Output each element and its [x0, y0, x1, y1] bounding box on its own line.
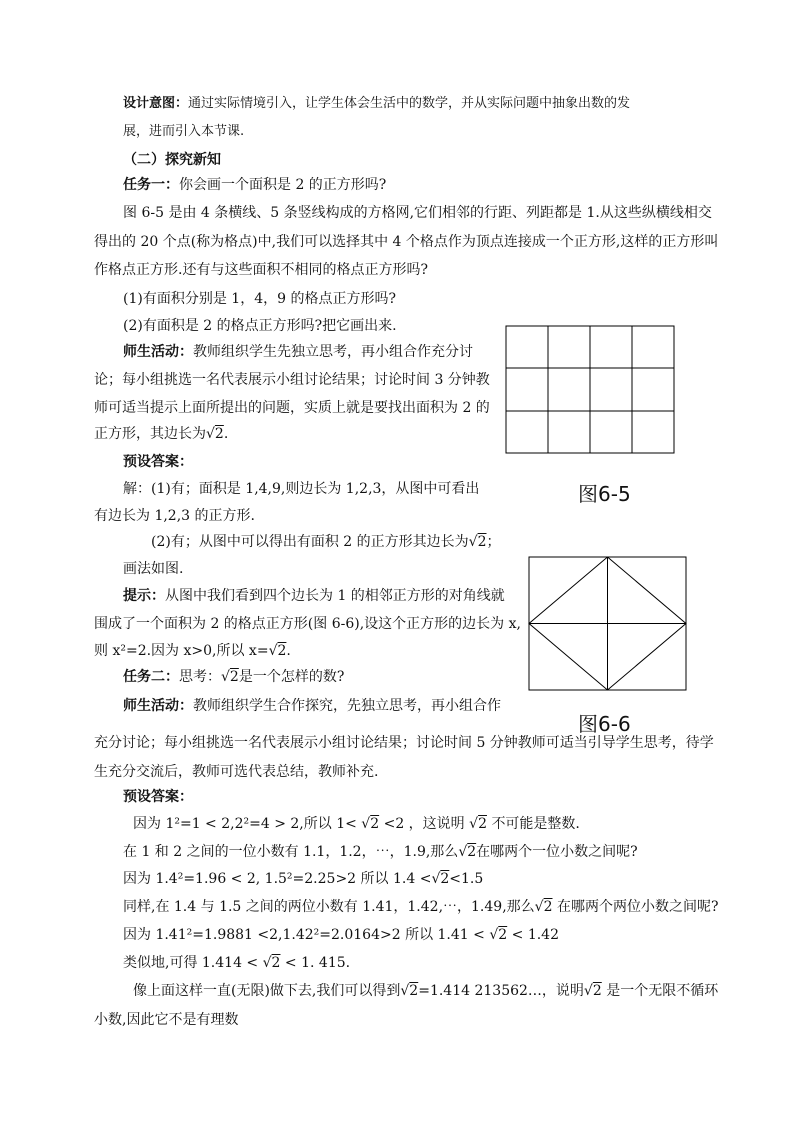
answer-row1-b: <2 ，这说明 — [383, 816, 465, 832]
sqrt-symbol: √ — [431, 871, 441, 887]
design-intent-line2: 展，进而引入本节课. — [123, 124, 245, 139]
design-intent-line1 — [123, 94, 630, 114]
teacher1-line2: 论；每小组挑选一名代表展示小组讨论结果；讨论时间 3 分钟教 — [94, 372, 490, 388]
teacher2-text1: 教师组织学生合作探究，先独立思考，再小组合作 — [193, 698, 501, 714]
answer-row1-a: 因为 1²=1 < 2,2²=4 > 2,所以 1< — [133, 816, 357, 832]
sqrt-radicand: 2 — [370, 816, 380, 832]
sqrt-symbol: √ — [268, 643, 278, 659]
solution-line3-end: ； — [486, 534, 501, 550]
answer-row2-b: 在哪两个一位小数之间呢? — [476, 844, 638, 860]
teacher1-end: . — [223, 426, 229, 442]
design-intent-label: 设计意图： — [123, 96, 189, 111]
hint-end: . — [286, 643, 291, 659]
answer-row4-a: 同样,在 1.4 与 1.5 之间的两位小数有 1.41，1.42,⋯，1.49,那么 — [123, 899, 535, 915]
answer-row5 — [123, 925, 559, 945]
sqrt-symbol: √ — [534, 899, 544, 915]
teacher2-line2: 充分讨论；每小组挑选一名代表展示小组讨论结果；讨论时间 5 分钟教师可适当引导学生思考，待学 — [94, 735, 714, 751]
answer-row7-b: =1.414 213562…，说明 — [418, 983, 584, 999]
sqrt-symbol: √ — [489, 927, 499, 943]
answer-row4-b: 在哪两个两位小数之间呢? — [556, 899, 719, 915]
sqrt-symbol: √ — [400, 983, 410, 999]
teacher2-label: 师生活动： — [123, 698, 193, 714]
teacher1-text1: 教师组织学生先独立思考，再小组合作充分讨 — [193, 344, 473, 360]
answer-row3-b: <1.5 — [449, 871, 484, 887]
task1-question: 你会画一个面积是 2 的正方形吗? — [179, 177, 387, 193]
figure-6-6-diamond — [528, 556, 688, 692]
sqrt-radicand: 2 — [592, 983, 602, 999]
answer-row3-a: 因为 1.4²=1.96 < 2, 1.5²=2.25>2 所以 1.4 < — [123, 871, 432, 887]
hint-line1 — [123, 586, 505, 606]
answer-row6-b: < 1. 415. — [284, 955, 351, 971]
answer-row6-a: 类似地,可得 1.414 < — [123, 955, 259, 971]
sqrt-symbol: √ — [206, 426, 215, 442]
hint-line3 — [94, 641, 291, 661]
sqrt-symbol: √ — [262, 955, 272, 971]
preset-answer-label-2: 预设答案： — [123, 789, 193, 805]
answer-row2-a: 在 1 和 2 之间的一位小数有 1.1，1.2，⋯，1.9,那么 — [123, 844, 459, 860]
sqrt-symbol: √ — [221, 669, 230, 685]
solution-line2: 有边长为 1,2,3 的正方形. — [94, 508, 255, 524]
task1-line — [123, 175, 386, 195]
task1-para-line3: 作格点正方形.还有与这些面积不相同的格点正方形吗? — [94, 262, 428, 278]
teacher1-label: 师生活动： — [123, 344, 193, 360]
task1-question1: (1)有面积分别是 1，4，9 的格点正方形吗? — [123, 291, 396, 307]
sqrt-radicand: 2 — [409, 983, 419, 999]
answer-row6 — [123, 953, 350, 973]
sqrt-symbol: √ — [458, 844, 468, 860]
answer-row4 — [123, 897, 718, 917]
hint-label: 提示： — [123, 588, 165, 604]
teacher2-line1 — [123, 696, 501, 716]
sqrt-radicand: 2 — [277, 643, 287, 659]
answer-row1-c: 不可能是整数. — [491, 816, 580, 832]
task1-para-line2: 得出的 20 个点(称为格点)中,我们可以选择其中 4 个格点作为顶点连接成一个正方形,这样的正方形叫 — [94, 234, 719, 250]
answer-row2 — [123, 842, 638, 862]
task2-think: 思考： — [179, 669, 221, 685]
sqrt-radicand: 2 — [543, 899, 553, 915]
hint-line2: 围成了一个面积为 2 的格点正方形(图 6-6),设这个正方形的边长为 x, — [94, 616, 521, 632]
teacher1-line4 — [94, 424, 228, 444]
answer-row7 — [133, 981, 718, 1001]
answer-row5-a: 因为 1.41²=1.9881 <2,1.42²=2.0164>2 所以 1.41 < — [123, 927, 485, 943]
answer-row1 — [133, 814, 580, 834]
sqrt-radicand: 2 — [229, 669, 239, 685]
hint-text1: 从图中我们看到四个边长为 1 的相邻正方形的对角线就 — [165, 588, 505, 604]
hint-text3: 则 x²=2.因为 x>0,所以 x= — [94, 643, 269, 659]
design-intent-text: 通过实际情境引入，让学生体会生活中的数学，并从实际问题中抽象出数的发 — [188, 96, 631, 111]
solution-line1: 解：(1)有；面积是 1,4,9,则边长为 1,2,3，从图中可看出 — [123, 481, 480, 497]
teacher2-line3: 生充分交流后，教师可选代表总结，教师补充. — [94, 764, 379, 780]
figure-6-6-caption: 图6-6 — [578, 712, 631, 736]
teacher1-line1 — [123, 342, 473, 362]
sqrt-radicand: 2 — [271, 955, 281, 971]
solution-line4: 画法如图. — [123, 561, 184, 577]
answer-row7-a: 像上面这样一直(无限)做下去,我们可以得到 — [133, 983, 401, 999]
sqrt-symbol: √ — [361, 816, 371, 832]
figure-6-5-grid — [505, 325, 675, 455]
task2-line — [123, 667, 344, 687]
sqrt-symbol: √ — [468, 534, 478, 550]
task2-label: 任务二： — [123, 669, 179, 685]
teacher1-line3: 师可适当提示上面所提出的问题，实质上就是要找出面积为 2 的 — [94, 400, 490, 416]
sqrt-radicand: 2 — [467, 844, 477, 860]
sqrt-radicand: 2 — [440, 871, 450, 887]
solution-line3 — [151, 532, 500, 552]
task1-label: 任务一： — [123, 177, 179, 193]
sqrt-radicand: 2 — [214, 426, 224, 442]
answer-row8: 小数,因此它不是有理数 — [94, 1012, 239, 1028]
figure-6-5-caption: 图6-5 — [578, 482, 631, 506]
task1-para-line1: 图 6-5 是由 4 条横线、5 条竖线构成的方格网,它们相邻的行距、列距都是 1.从这些纵横线相交 — [123, 205, 712, 221]
answer-row5-b: < 1.42 — [511, 927, 559, 943]
sqrt-symbol: √ — [469, 816, 479, 832]
sqrt-radicand: 2 — [498, 927, 508, 943]
teacher1-text4: 正方形，其边长为 — [94, 426, 206, 442]
sqrt-symbol: √ — [583, 983, 593, 999]
preset-answer-label-1: 预设答案： — [123, 454, 193, 470]
sqrt-radicand: 2 — [478, 816, 487, 832]
answer-row3 — [123, 869, 483, 889]
solution-line3-text: (2)有；从图中可以得出有面积 2 的正方形其边长为 — [151, 534, 469, 550]
task1-question2: (2)有面积是 2 的格点正方形吗?把它画出来. — [123, 318, 397, 334]
section-heading: （二）探究新知 — [123, 152, 221, 168]
answer-row7-c: 是一个无限不循环 — [606, 983, 719, 999]
sqrt-radicand: 2 — [477, 534, 487, 550]
task2-question: 是一个怎样的数? — [238, 669, 345, 685]
